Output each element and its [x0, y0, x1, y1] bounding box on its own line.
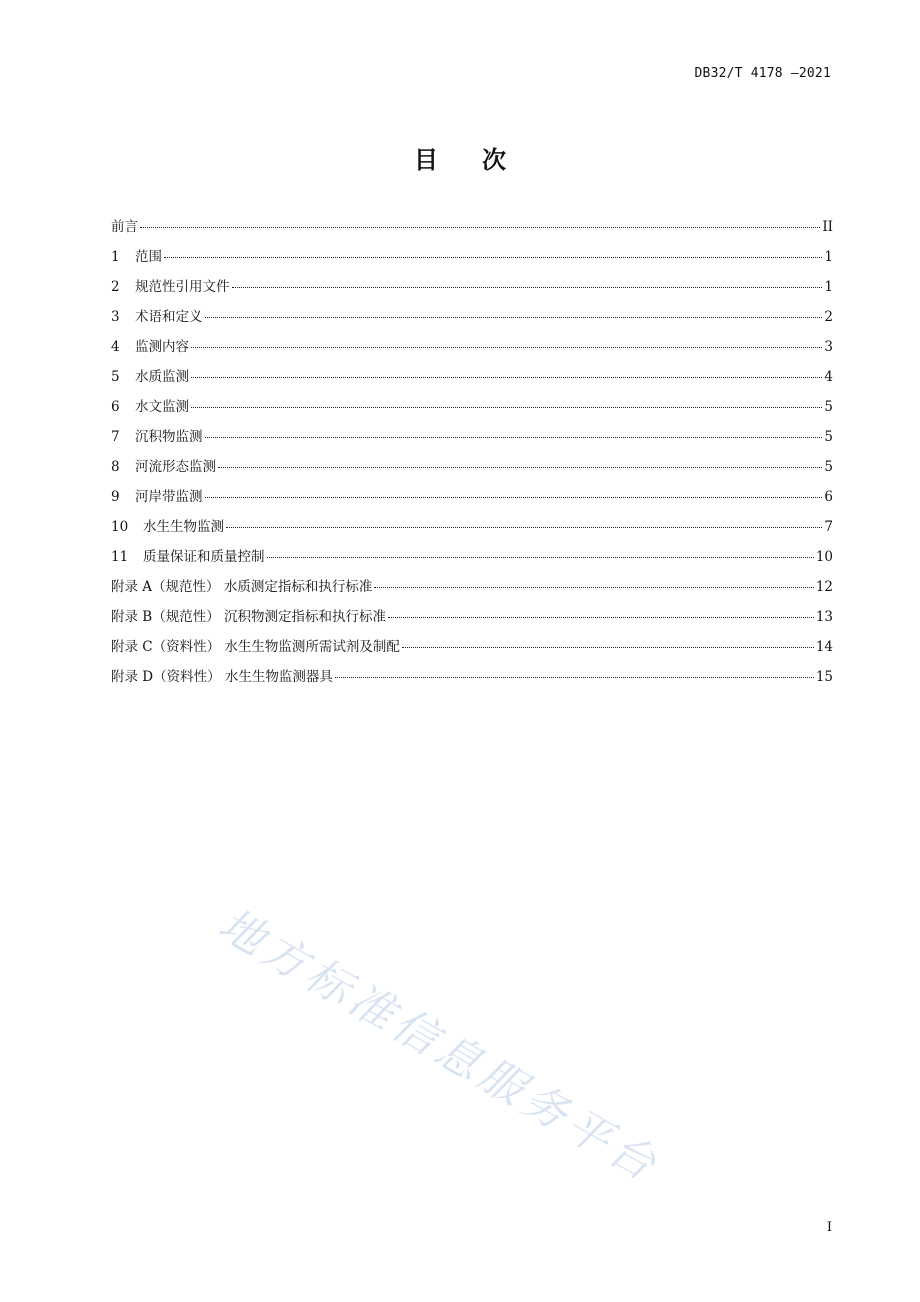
- toc-page-number: 5: [824, 399, 833, 415]
- toc-label: 附录 D（资料性） 水生生物监测器具: [111, 669, 333, 685]
- toc-entry-4[interactable]: [111, 332, 833, 362]
- toc-number: 8: [111, 459, 120, 475]
- toc-number: 6: [111, 399, 120, 415]
- dot-leader: [140, 227, 820, 228]
- dot-leader: [402, 647, 814, 648]
- toc-label: 水生生物监测: [143, 519, 224, 535]
- toc-entry-foreword[interactable]: [111, 212, 833, 242]
- toc-label: 附录 A（规范性） 水质测定指标和执行标准: [111, 579, 373, 595]
- toc-label: 术语和定义: [135, 309, 203, 325]
- toc-page-number: 4: [824, 369, 833, 385]
- toc-label: 规范性引用文件: [135, 279, 230, 295]
- dot-leader: [232, 287, 823, 288]
- toc-entry-7[interactable]: [111, 422, 833, 452]
- document-code: DB32/T 4178 —2021: [694, 66, 831, 81]
- toc-page-number: 13: [815, 609, 833, 625]
- dot-leader: [205, 317, 823, 318]
- dot-leader: [267, 557, 814, 558]
- toc-page-number: 1: [824, 279, 833, 295]
- toc-entry-9[interactable]: [111, 482, 833, 512]
- table-of-contents: [111, 212, 833, 692]
- toc-number: 4: [111, 339, 120, 355]
- toc-number: 7: [111, 429, 120, 445]
- toc-page-number: 15: [815, 669, 833, 685]
- toc-entry-5[interactable]: [111, 362, 833, 392]
- toc-page-number: 5: [824, 429, 833, 445]
- toc-number: 9: [111, 489, 120, 505]
- dot-leader: [205, 437, 823, 438]
- dot-leader: [388, 617, 814, 618]
- toc-number: 11: [111, 549, 129, 565]
- toc-entry-10[interactable]: [111, 512, 833, 542]
- toc-entry-appendix-c[interactable]: [111, 632, 833, 662]
- toc-page-number: 3: [824, 339, 833, 355]
- toc-page-number: 10: [815, 549, 833, 565]
- title-char-2: 次: [482, 146, 506, 174]
- toc-label: 河流形态监测: [135, 459, 216, 475]
- dot-leader: [226, 527, 822, 528]
- toc-entry-1[interactable]: [111, 242, 833, 272]
- toc-page-number: 2: [824, 309, 833, 325]
- toc-number: 2: [111, 279, 120, 295]
- dot-leader: [191, 377, 822, 378]
- toc-number: 3: [111, 309, 120, 325]
- toc-label: 前言: [111, 219, 138, 235]
- watermark: 地方标准信息服务平台: [210, 898, 669, 1193]
- toc-label: 监测内容: [135, 339, 189, 355]
- toc-entry-11[interactable]: [111, 542, 833, 572]
- toc-label: 附录 B（规范性） 沉积物测定指标和执行标准: [111, 609, 387, 625]
- toc-entry-appendix-d[interactable]: [111, 662, 833, 692]
- page-number: I: [826, 1220, 832, 1235]
- toc-number: 1: [111, 249, 120, 265]
- toc-page-number: II: [822, 219, 833, 235]
- dot-leader: [191, 347, 822, 348]
- toc-entry-3[interactable]: [111, 302, 833, 332]
- toc-label: 河岸带监测: [135, 489, 203, 505]
- toc-label: 水质监测: [135, 369, 189, 385]
- toc-entry-6[interactable]: [111, 392, 833, 422]
- title-char-1: 目: [414, 146, 438, 174]
- toc-entry-appendix-a[interactable]: [111, 572, 833, 602]
- toc-page-number: 12: [815, 579, 833, 595]
- toc-entry-8[interactable]: [111, 452, 833, 482]
- toc-page-number: 1: [824, 249, 833, 265]
- toc-entry-2[interactable]: [111, 272, 833, 302]
- toc-label: 水文监测: [135, 399, 189, 415]
- toc-page-number: 7: [824, 519, 833, 535]
- toc-page-number: 5: [824, 459, 833, 475]
- toc-page-number: 14: [815, 639, 833, 655]
- dot-leader: [218, 467, 822, 468]
- toc-label: 范围: [135, 249, 162, 265]
- toc-number: 10: [111, 519, 129, 535]
- dot-leader: [191, 407, 822, 408]
- toc-entry-appendix-b[interactable]: [111, 602, 833, 632]
- toc-label: 附录 C（资料性） 水生生物监测所需试剂及制配: [111, 639, 400, 655]
- page-title: [0, 140, 920, 175]
- toc-label: 沉积物监测: [135, 429, 203, 445]
- dot-leader: [164, 257, 822, 258]
- toc-number: 5: [111, 369, 120, 385]
- dot-leader: [205, 497, 823, 498]
- dot-leader: [335, 677, 814, 678]
- toc-label: 质量保证和质量控制: [143, 549, 265, 565]
- dot-leader: [374, 587, 813, 588]
- toc-page-number: 6: [824, 489, 833, 505]
